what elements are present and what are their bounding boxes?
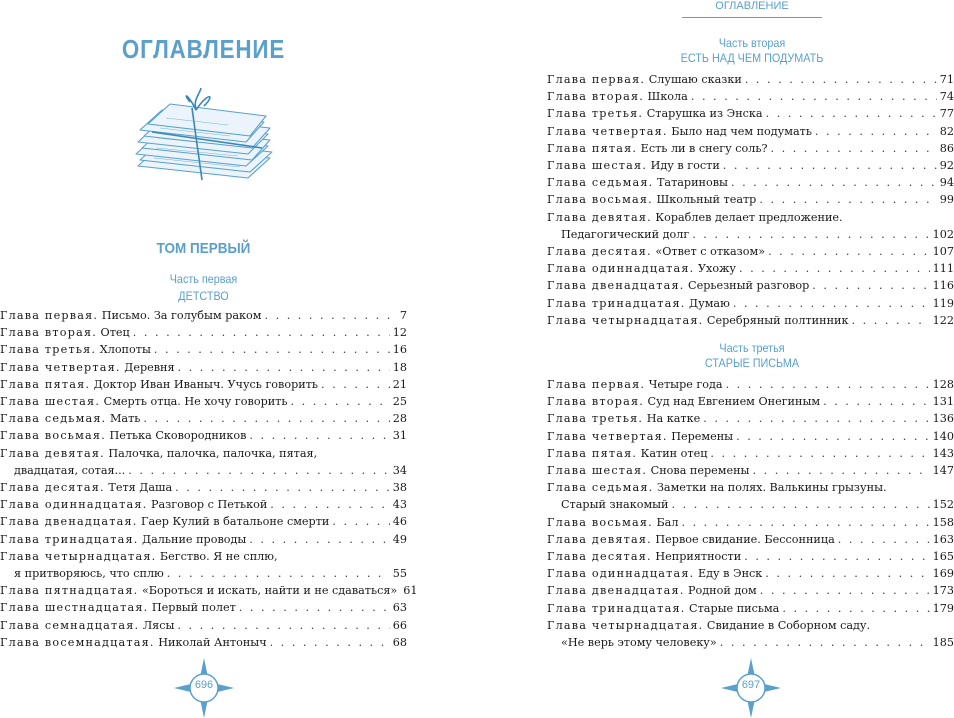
chapter-page: 163 [932, 532, 954, 546]
chapter-page: 61 [403, 584, 418, 598]
chapter-label: Глава восемнадцатая. [0, 635, 155, 649]
chapter-label: Глава третья. [547, 412, 644, 426]
toc-entry [547, 243, 954, 260]
leader-dots [768, 243, 930, 260]
chapter-label: Глава девятая. [547, 210, 652, 224]
chapter-title: Отец [100, 326, 130, 340]
toc-entry [0, 341, 407, 358]
chapter-page: 165 [932, 550, 954, 564]
right-page [477, 0, 954, 715]
leader-dots [691, 88, 937, 105]
chapter-title: Свидание в Соборном саду. [706, 618, 871, 632]
chapter-title-continued: я притворяюсь, что сплю [14, 567, 164, 581]
chapter-title: Первое свидание. Бессонница [655, 532, 835, 546]
chapter-title: «Ответ с отказом» [655, 245, 766, 259]
chapter-title: Смерть отца. Не хочу говорить [103, 395, 288, 409]
running-head: ОГЛАВЛЕНИЕ [715, 0, 789, 12]
toc-entry [547, 514, 954, 531]
chapter-page: 77 [939, 107, 954, 121]
chapter-label: Глава одиннадцатая. [0, 498, 148, 512]
chapter-title: «Бороться и искать, найти и не сдаваться» [141, 584, 398, 598]
chapter-title: Палочка, палочка, палочка, пятая, [108, 446, 318, 460]
chapter-title-continued: двадцатая, сотая... [14, 463, 126, 477]
running-head-rule [682, 17, 822, 18]
chapter-title: Письмо. За голубым раком [101, 309, 262, 322]
chapter-page: 122 [932, 313, 954, 327]
leader-dots [720, 634, 930, 651]
toc-entry [547, 428, 954, 445]
leader-dots [812, 277, 929, 294]
leader-dots [133, 324, 390, 341]
chapter-page: 12 [392, 326, 407, 340]
toc-entry [0, 531, 407, 548]
page-number: 697 [741, 679, 761, 691]
chapter-title: Тетя Даша [108, 481, 173, 495]
chapter-title: Хлопоты [99, 343, 151, 357]
toc-entry [547, 260, 954, 277]
toc-entry [547, 462, 954, 479]
part-label: Часть первая [169, 272, 238, 286]
toc-entry [0, 513, 407, 530]
chapter-title: Старушка из Энска [646, 107, 763, 121]
chapter-title: Школьный театр [656, 193, 757, 207]
chapter-page: 66 [392, 618, 407, 632]
chapter-title: Ухожу [697, 262, 736, 276]
leader-dots [175, 479, 390, 496]
chapter-page: 86 [939, 141, 954, 155]
toc-entry [547, 548, 954, 565]
chapter-page: 94 [939, 176, 954, 190]
chapter-label: Глава вторая. [0, 326, 97, 340]
leader-dots [154, 341, 390, 358]
leader-dots [739, 260, 930, 277]
leader-dots [770, 140, 936, 157]
chapter-page: 179 [932, 601, 954, 615]
toc-entry [0, 496, 407, 513]
chapter-title: Бегство. Я не сплю, [159, 549, 278, 563]
toc-entry [0, 617, 407, 634]
part2-name: ЕСТЬ НАД ЧЕМ ПОДУМАТЬ [680, 51, 824, 65]
chapter-page: 140 [932, 429, 954, 443]
toc-entry [0, 445, 407, 479]
chapter-label: Глава четырнадцатая. [547, 313, 704, 327]
chapter-label: Глава девятая. [547, 532, 652, 546]
chapter-page: 173 [932, 584, 954, 598]
chapter-title: Перемены [671, 429, 734, 443]
chapter-label: Глава тринадцатая. [547, 296, 686, 310]
toc-entry [547, 157, 954, 174]
leader-dots [852, 312, 930, 329]
leader-dots [745, 71, 937, 88]
chapter-page: 131 [932, 395, 954, 409]
chapter-title: Слушаю сказки [648, 73, 742, 86]
chapter-page: 38 [392, 481, 407, 495]
leader-dots [270, 496, 389, 513]
page-title: ОГЛАВЛЕНИЕ [121, 34, 286, 64]
chapter-page: 92 [939, 159, 954, 173]
page-number: 696 [194, 679, 214, 691]
leader-dots [744, 548, 929, 565]
leader-dots [167, 565, 390, 582]
toc-entry [547, 600, 954, 617]
chapter-page: 55 [392, 567, 407, 581]
chapter-title: Дальние проводы [142, 532, 247, 546]
leader-dots [838, 531, 930, 548]
toc-entry [547, 445, 954, 462]
leader-dots [143, 410, 389, 427]
chapter-title: Доктор Иван Иваныч. Учусь говорить [93, 377, 318, 391]
leader-dots [815, 123, 937, 140]
chapter-label: Глава пятая. [547, 141, 638, 155]
part3-label: Часть третья [719, 341, 785, 355]
leader-dots [766, 105, 937, 122]
chapter-title: Петька Сковородников [109, 429, 247, 443]
chapter-label: Глава десятая. [0, 481, 105, 495]
leader-dots [752, 462, 929, 479]
bundle-of-letters-illustration [130, 88, 278, 188]
chapter-title: Николай Антоныч [158, 635, 267, 649]
volume-heading: ТОМ ПЕРВЫЙ [156, 240, 251, 257]
chapter-label: Глава шестнадцатая. [0, 601, 149, 615]
leader-dots [692, 226, 929, 243]
chapter-page: 28 [392, 412, 407, 426]
chapter-label: Глава семнадцатая. [0, 618, 140, 632]
leader-dots [178, 359, 390, 376]
chapter-title: Лясы [142, 618, 175, 632]
chapter-label: Глава четырнадцатая. [547, 618, 704, 632]
chapter-title: Иду в гости [650, 159, 720, 173]
leader-dots [672, 496, 930, 513]
chapter-label: Глава восьмая. [547, 193, 653, 207]
toc-entry [0, 307, 407, 324]
toc-entry [0, 324, 407, 341]
chapter-page: 63 [392, 601, 407, 615]
toc-entry [547, 105, 954, 122]
chapter-title: На катке [646, 412, 701, 426]
chapter-label: Глава девятая. [0, 446, 105, 460]
chapter-label: Глава вторая. [547, 90, 644, 104]
chapter-label: Глава третья. [0, 343, 97, 357]
chapter-title: Родной дом [688, 584, 757, 598]
chapter-page: 18 [392, 360, 407, 374]
chapter-label: Глава четвертая. [547, 429, 668, 443]
chapter-label: Глава двенадцатая. [547, 279, 685, 293]
toc-list-part3 [547, 376, 954, 651]
toc-entry [0, 393, 407, 410]
chapter-label: Глава десятая. [547, 245, 652, 259]
toc-entry [547, 393, 954, 410]
leader-dots [760, 582, 930, 599]
toc-entry [547, 191, 954, 208]
chapter-page: 128 [932, 378, 954, 391]
leader-dots [710, 445, 929, 462]
chapter-title: Школа [647, 90, 688, 104]
chapter-label: Глава пятая. [0, 377, 91, 391]
leader-dots [726, 376, 930, 393]
chapter-title: Было над чем подумать [671, 124, 812, 138]
leader-dots [290, 393, 389, 410]
leader-dots [239, 599, 390, 616]
toc-entry [0, 427, 407, 444]
chapter-title: Бал [656, 515, 679, 529]
toc-entry [547, 376, 954, 393]
chapter-label: Глава одиннадцатая. [547, 262, 695, 276]
chapter-page: 21 [392, 377, 407, 391]
chapter-title: Суд над Евгением Онегиным [647, 395, 821, 409]
chapter-label: Глава первая. [0, 309, 99, 322]
chapter-page: 143 [932, 446, 954, 460]
chapter-page: 111 [932, 262, 954, 276]
toc-entry [0, 410, 407, 427]
chapter-page: 136 [932, 412, 954, 426]
chapter-title: Разговор с Петькой [150, 498, 268, 512]
chapter-label: Глава третья. [547, 107, 644, 121]
chapter-page: 147 [932, 464, 954, 478]
chapter-label: Глава пятая. [547, 446, 638, 460]
leader-dots [264, 307, 396, 324]
toc-entry [0, 376, 407, 393]
toc-entry [547, 88, 954, 105]
toc-entry [547, 123, 954, 140]
chapter-label: Глава вторая. [547, 395, 644, 409]
chapter-page: 7 [399, 309, 407, 322]
part3-name: СТАРЫЕ ПИСЬМА [704, 356, 800, 370]
chapter-label: Глава шестая. [547, 159, 648, 173]
chapter-page: 74 [939, 90, 954, 104]
part-name: ДЕТСТВО [178, 289, 229, 303]
toc-entry [547, 71, 954, 88]
chapter-label: Глава четвертая. [547, 124, 668, 138]
chapter-title: Серебряный полтинник [706, 313, 849, 327]
chapter-page: 34 [392, 463, 407, 477]
chapter-page: 49 [392, 532, 407, 546]
chapter-title: Еду в Энск [697, 567, 763, 581]
chapter-label: Глава седьмая. [547, 176, 654, 190]
leader-dots [249, 531, 389, 548]
toc-entry [547, 312, 954, 329]
leader-dots [765, 565, 929, 582]
toc-entry [0, 359, 407, 376]
leader-dots [249, 427, 389, 444]
chapter-label: Глава седьмая. [0, 412, 107, 426]
leader-dots [681, 514, 929, 531]
toc-entry [547, 531, 954, 548]
chapter-label: Глава двенадцатая. [547, 584, 685, 598]
chapter-page: 185 [932, 636, 954, 650]
chapter-title: Четыре года [648, 378, 723, 391]
chapter-title: Снова перемены [650, 464, 750, 478]
chapter-title: Заметки на полях. Валькины грызуны. [656, 481, 887, 495]
leader-dots [332, 513, 389, 530]
chapter-page: 102 [932, 227, 954, 241]
chapter-title-continued: «Не верь этому человеку» [561, 636, 717, 650]
chapter-title: Неприятности [655, 550, 742, 564]
chapter-label: Глава первая. [547, 378, 646, 391]
chapter-label: Глава тринадцатая. [547, 601, 686, 615]
chapter-label: Глава пятнадцатая. [0, 584, 139, 598]
chapter-title: Гаер Кулий в батальоне смерти [141, 515, 330, 529]
chapter-title: Деревня [124, 360, 175, 374]
chapter-label: Глава десятая. [547, 550, 652, 564]
chapter-page: 71 [939, 73, 954, 86]
chapter-title-continued: Педагогический долг [561, 227, 690, 241]
toc-entry [547, 617, 954, 651]
leader-dots [321, 376, 390, 393]
left-page [0, 0, 477, 715]
leader-dots [731, 174, 937, 191]
chapter-page: 46 [392, 515, 407, 529]
toc-list-part2 [547, 71, 954, 329]
chapter-title: Серьезный разговор [688, 279, 810, 293]
toc-entry [547, 565, 954, 582]
toc-entry [547, 295, 954, 312]
chapter-title: Катин отец [640, 446, 708, 460]
chapter-label: Глава четвертая. [0, 360, 121, 374]
chapter-label: Глава восьмая. [547, 515, 653, 529]
leader-dots [733, 295, 930, 312]
chapter-page: 82 [939, 124, 954, 138]
chapter-title: Татариновы [656, 176, 728, 190]
leader-dots [736, 428, 930, 445]
leader-dots [703, 410, 929, 427]
toc-entry [0, 582, 418, 599]
chapter-page: 31 [392, 429, 407, 443]
chapter-title: Есть ли в снегу соль? [640, 141, 768, 155]
leader-dots [128, 462, 390, 479]
chapter-page: 119 [932, 296, 954, 310]
toc-entry [547, 277, 954, 294]
chapter-label: Глава шестая. [547, 464, 648, 478]
part2-label: Часть вторая [718, 36, 786, 50]
chapter-title: Старые письма [689, 601, 780, 615]
chapter-label: Глава шестая. [0, 395, 101, 409]
chapter-title: Мать [109, 412, 141, 426]
chapter-label: Глава первая. [547, 73, 646, 86]
chapter-title: Кораблев делает предложение. [655, 210, 843, 224]
toc-entry [547, 140, 954, 157]
toc-entry [0, 599, 407, 616]
chapter-page: 107 [932, 245, 954, 259]
toc-entry [547, 582, 954, 599]
chapter-page: 152 [932, 498, 954, 512]
chapter-page: 99 [939, 193, 954, 207]
leader-dots [759, 191, 936, 208]
chapter-page: 43 [392, 498, 407, 512]
toc-entry [0, 634, 407, 651]
chapter-label: Глава четырнадцатая. [0, 549, 157, 563]
chapter-label: Глава восьмая. [0, 429, 106, 443]
chapter-label: Глава тринадцатая. [0, 532, 139, 546]
toc-list-part1 [0, 307, 418, 651]
chapter-page: 25 [392, 395, 407, 409]
chapter-page: 158 [932, 515, 954, 529]
chapter-label: Глава двенадцатая. [0, 515, 138, 529]
chapter-title-continued: Старый знакомый [561, 498, 669, 512]
chapter-page: 169 [932, 567, 954, 581]
leader-dots [823, 393, 930, 410]
toc-entry [547, 410, 954, 427]
chapter-label: Глава седьмая. [547, 481, 654, 495]
chapter-page: 16 [392, 343, 407, 357]
leader-dots [177, 617, 389, 634]
toc-entry [547, 479, 954, 513]
chapter-label: Глава одиннадцатая. [547, 567, 695, 581]
toc-entry [0, 548, 407, 582]
leader-dots [270, 634, 390, 651]
chapter-page: 116 [932, 279, 954, 293]
chapter-title: Первый полет [151, 601, 236, 615]
toc-entry [0, 479, 407, 496]
chapter-title: Думаю [689, 296, 730, 310]
leader-dots [782, 600, 929, 617]
chapter-page: 68 [392, 635, 407, 649]
toc-entry [547, 174, 954, 191]
leader-dots [723, 157, 937, 174]
toc-entry [547, 209, 954, 243]
